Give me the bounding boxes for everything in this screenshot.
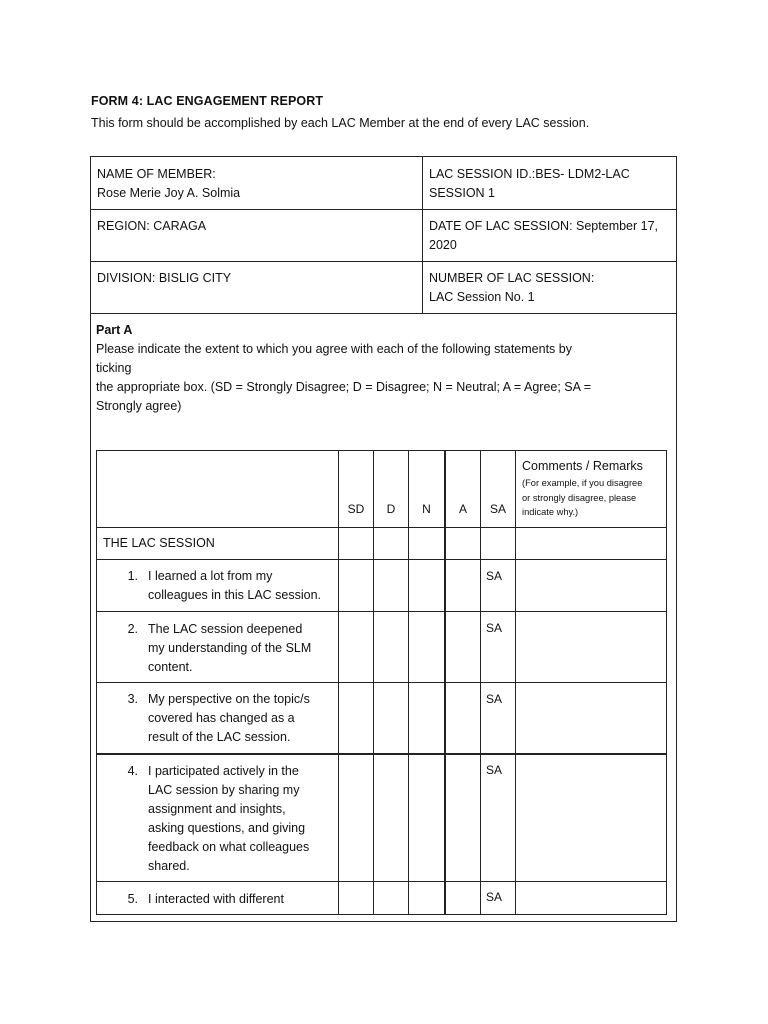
form-instruction: This form should be accomplished by each LAC Member at the end of every LAC session. <box>91 116 590 130</box>
region-cell <box>91 210 422 236</box>
statement-line: feedback on what colleagues <box>148 840 310 854</box>
part-a-line: Please indicate the extent to which you agree with each of the following statements by <box>96 342 572 356</box>
item-statement <box>148 690 336 747</box>
comments-header: Comments / Remarks <box>522 459 643 473</box>
header-n: N <box>422 502 431 516</box>
member-name-cell <box>91 158 422 203</box>
row-line <box>96 559 667 560</box>
member-name-value: Rose Merie Joy A. Solmia <box>97 186 241 200</box>
statement-line: I participated actively in the <box>148 764 299 778</box>
item-number: 5. <box>127 892 138 906</box>
info-row-line <box>90 313 677 314</box>
row-line <box>96 611 667 612</box>
division-text: DIVISION: BISLIG CITY <box>97 271 232 285</box>
statement-line: covered has changed as a <box>148 711 295 725</box>
region-text: REGION: CARAGA <box>97 219 207 233</box>
row-line <box>96 753 667 755</box>
rating-mark: SA <box>486 763 503 777</box>
session-date-line: DATE OF LAC SESSION: September 17, <box>429 219 659 233</box>
rating-mark: SA <box>486 621 503 635</box>
section-label: THE LAC SESSION <box>103 536 215 550</box>
row-line <box>96 527 667 528</box>
session-id-cell <box>423 158 676 203</box>
statement-line: LAC session by sharing my <box>148 783 300 797</box>
statement-line: my understanding of the SLM <box>148 641 312 655</box>
part-a-line: the appropriate box. (SD = Strongly Disagree; D = Disagree; N = Neutral; A = Agree; SA = <box>96 380 592 394</box>
item-number: 4. <box>127 764 138 778</box>
item-statement <box>148 762 336 876</box>
statement-line: assignment and insights, <box>148 802 286 816</box>
comments-note <box>522 476 664 520</box>
form-title: FORM 4: LAC ENGAGEMENT REPORT <box>91 94 324 108</box>
session-number-label: NUMBER OF LAC SESSION: <box>429 271 595 285</box>
part-a-heading: Part A <box>96 323 133 337</box>
rating-mark: SA <box>486 569 503 583</box>
member-name-label: NAME OF MEMBER: <box>97 167 216 181</box>
header-sd: SD <box>347 502 365 516</box>
header-d: D <box>386 502 396 516</box>
part-a-line: Strongly agree) <box>96 399 182 413</box>
statement-line: asking questions, and giving <box>148 821 306 835</box>
item-number: 1. <box>127 569 138 583</box>
item-statement <box>148 890 336 909</box>
session-number-value: LAC Session No. 1 <box>429 290 535 304</box>
header-a: A <box>458 502 467 516</box>
comments-note-line: or strongly disagree, please <box>522 492 637 503</box>
rating-mark: SA <box>486 890 503 904</box>
session-date-line: 2020 <box>429 238 457 252</box>
header-sa: SA <box>489 502 506 516</box>
part-a-instructions <box>96 321 656 416</box>
statement-line: I learned a lot from my <box>148 569 273 583</box>
item-number: 3. <box>127 692 138 706</box>
row-line <box>96 881 667 882</box>
row-line <box>96 682 667 683</box>
item-number: 2. <box>127 622 138 636</box>
part-a-line: ticking <box>96 361 132 375</box>
statement-line: I interacted with different <box>148 892 284 906</box>
comments-note-line: (For example, if you disagree <box>522 478 643 488</box>
session-number-cell <box>423 262 676 307</box>
rating-mark: SA <box>486 692 503 706</box>
statement-line: content. <box>148 660 193 674</box>
comments-note-line: indicate why.) <box>522 507 579 517</box>
statement-line: result of the LAC session. <box>148 730 291 744</box>
session-id-line: LAC SESSION ID.:BES- LDM2-LAC <box>429 167 630 181</box>
session-id-line: SESSION 1 <box>429 186 495 200</box>
statement-line: shared. <box>148 859 190 873</box>
item-statement <box>148 620 336 677</box>
session-date-cell <box>423 210 676 255</box>
item-statement <box>148 567 336 605</box>
division-cell <box>91 262 422 288</box>
statement-line: colleagues in this LAC session. <box>148 588 322 602</box>
statement-line: My perspective on the topic/s <box>148 692 310 706</box>
statement-line: The LAC session deepened <box>148 622 303 636</box>
